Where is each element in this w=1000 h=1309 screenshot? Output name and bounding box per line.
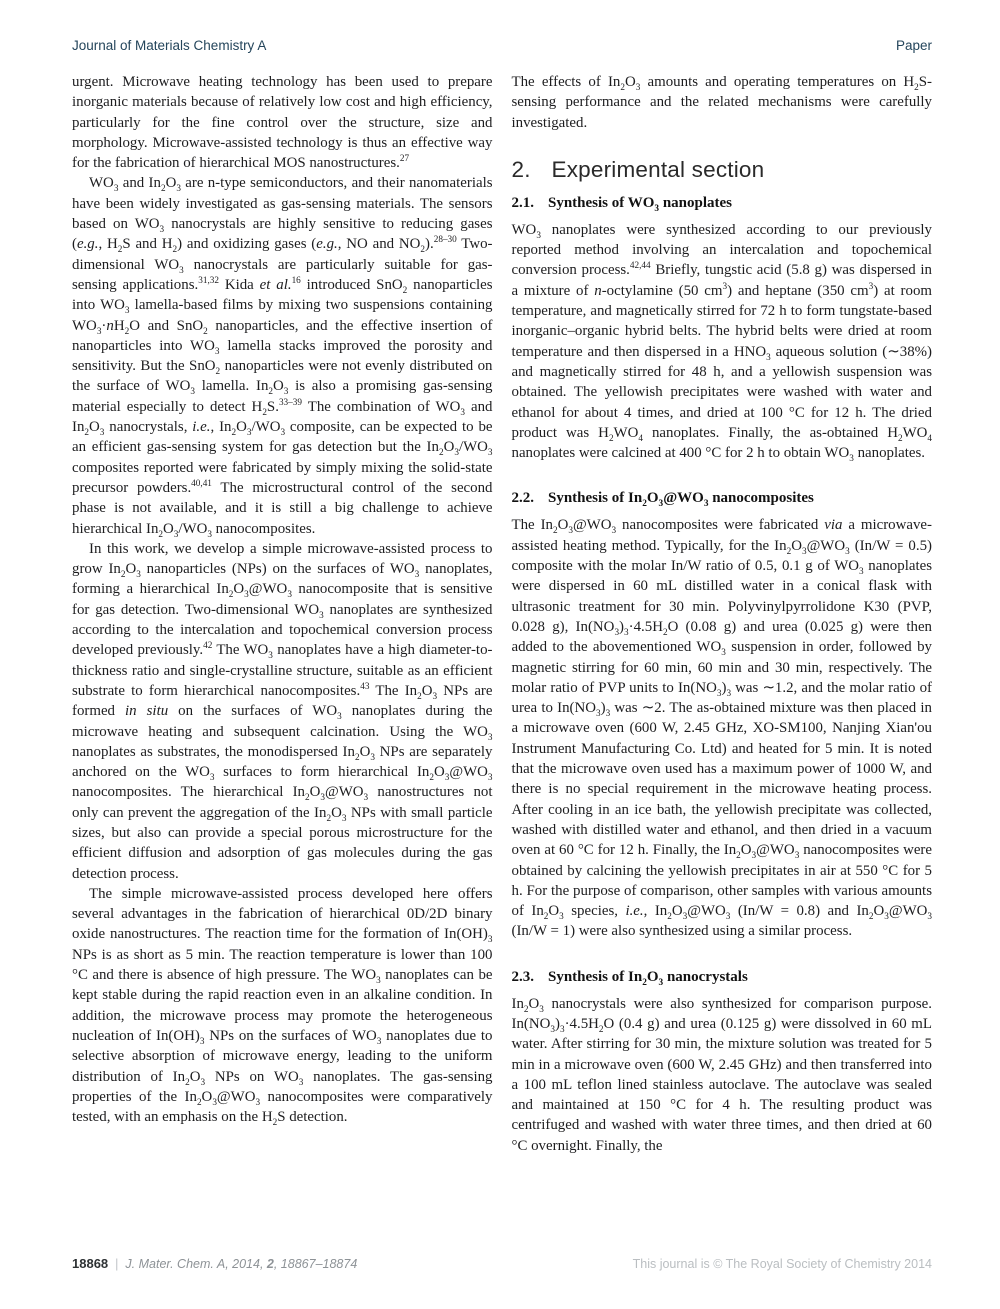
page-footer	[72, 1256, 932, 1271]
article-type-label: Paper	[895, 38, 932, 53]
subsection-number: 2.3.	[511, 968, 534, 985]
subsection-title: Synthesis of $WO_3$ nanoplates	[548, 194, 733, 214]
subsection-heading-2-3	[512, 969, 933, 986]
section-heading-experimental	[512, 157, 933, 183]
subsection-title: Synthesis of $In_2O_3@WO_3$ nanocomposites	[548, 490, 814, 510]
citation-text: J. Mater. Chem. A, 2014, 2, 18867–18874	[125, 1257, 358, 1271]
paragraph: The $In_2O_3@WO_3$ nanocomposites were fabricated via a microwave-assisted heating method. Typically, for the $In_2O_3@WO_3$ (In/W = 0.5) composite with the molar In/W ratio of 0.5, 0.1 g of $WO_3$ nanoplates were dispersed in 60 mL distilled water in a conical flask with ultrasonic treatment for 30 min. Polyvinylpyrrolidone K30 (PVP, 0.028 g), $In(NO_3)_3\cdot 4.5H_2O$ (0.08 g) and urea (0.025 g) were then added to the abovementioned $WO_3$ suspension in order, followed by magnetic stirring for 60 min, 60 min and 30 min, respectively. The molar ratio of PVP units to $In(NO_3)_3$ was ∼1.2, and the molar ratio of urea to $In(NO_3)_3$ was ∼2. The as-obtained mixture was then placed in a microwave oven (600 W, 2.45 GHz, XO-SM100, Nanjing Xian'ou Instrument Manufacturing Co. Ltd) and heated for 5 min. It is noted that the microwave oven used has a maximum power of 1000 W, and there is no special requirement in the microwave heating process. After cooling in an ice bath, the yellowish precipitate was collected, washed with distilled water and ethanol, and then dried in a vacuum oven at 60 °C for 12 h. Finally, the $In_2O_3@WO_3$ nanocomposites were obtained by calcining the yellowish precipitates in air at 550 °C for 5 h. For the purpose of comparison, other samples with various amounts of $In_2O_3$ species, i.e., $In_2O_3@WO_3$ (In/W = 0.8) and $In_2O_3@WO_3$ (In/W = 1) were also synthesized using a similar process.	[511, 517, 933, 940]
paragraph: $In_2O_3$ nanocrystals were also synthesized for comparison purpose. $In(NO_3)_3\cdot 4.5H_2O$ (0.4 g) and urea (0.125 g) were dissolved in 60 mL water. After stirring for 30 min, the mixture solution was treated for 5 min in a microwave oven (600 W, 2.45 GHz) and then transferred into a 100 mL teflon lined stainless autoclave. The autoclave was sealed and maintained at 150 °C for 4 h. The resulting product was centrifuged and washed with water three times, and then dried at 60 °C overnight. Finally, the	[511, 995, 932, 1154]
footer-separator: |	[115, 1257, 119, 1271]
page-header	[72, 38, 932, 53]
paragraph: The simple microwave-assisted process developed here offers several advantages in the fabrication of hierarchical 0D/2D binary oxide nanostructures. The reaction time for the formation of $In(OH)_3$ NPs is as short as 5 min. The reaction temperature is lower than 100 °C and there is absence of high pressure. The $WO_3$ nanoplates can be kept stable during the rapid reaction even in an alkaline condition. In addition, the microwave process may promote the heterogeneous nucleation of $In(OH)_3$ NPs on the surfaces of $WO_3$ nanoplates due to selective absorption of microwave energy, leading to the uniform distribution of $In_2O_3$ NPs on $WO_3$ nanoplates. The gas-sensing properties of the $In_2O_3@WO_3$ nanocomposites were comparatively tested, with an emphasis on the $H_2S$ detection.	[72, 885, 493, 1128]
paragraph: In this work, we develop a simple microwave-assisted process to grow $In_2O_3$ nanoparticles (NPs) on the surfaces of $WO_3$ nanoplates, forming a hierarchical $In_2O_3@WO_3$ nanocomposite that is sensitive for gas detection. Two-dimensional $WO_3$ nanoplates are synthesized according to the intercalation and topochemical conversion process developed previously.$^{42}$ The $WO_3$ nanoplates have a high diameter-to-thickness ratio and single-crystalline structure, suitable as an efficient substrate to form hierarchical nanocomposites.$^{43}$ The $In_2O_3$ NPs are formed in situ on the surfaces of $WO_3$ nanoplates during the microwave heating and subsequent calcination. Using the $WO_3$ nanoplates as substrates, the monodispersed $In_2O_3$ NPs are separately anchored on the $WO_3$ surfaces to form hierarchical $In_2O_3@WO_3$ nanocomposites. The hierarchical $In_2O_3@WO_3$ nanostructures not only can prevent the aggregation of the $In_2O_3$ NPs with small particle sizes, but also can provide a special porous microstructure for the efficient diffusion and adsorption of gas molecules during the gas detection process.	[72, 540, 493, 882]
footer-citation	[72, 1256, 357, 1271]
page-number: 18868	[72, 1256, 109, 1271]
copyright-notice: This journal is © The Royal Society of Chemistry 2014	[632, 1257, 932, 1271]
section-title: Experimental section	[551, 156, 765, 182]
paragraph: urgent. Microwave heating technology has been used to prepare inorganic materials because of relatively low cost and high efficiency, particularly for the fine control over the structure, size and morphology. Microwave-assisted technology is thus an effective way for the fabrication of hierarchical MOS nanostructures.$^{27}$	[72, 74, 493, 172]
subsection-number: 2.1.	[511, 194, 534, 211]
paragraph: $WO_3$ nanoplates were synthesized according to our previously reported method involving an intercalation and topochemical conversion process.$^{42,44}$ Briefly, tungstic acid (5.8 g) was dispersed in a mixture of n-octylamine (50 $cm^3$) and heptane (350 $cm^3$) at room temperature, and magnetically stirred for 72 h to form tungstate-based inorganic–organic hybrid belts. The hybrid belts were dried at room temperature and then dispersed in a $HNO_3$ aqueous solution (∼38%) and magnetically stirred for 48 h, and a yellowish suspension was obtained. The yellowish precipitates were washed with water and ethanol for about 4 times, and dried at 100 °C for 12 h. The dried product was $H_2WO_4$ nanoplates. Finally, the as-obtained $H_2WO_4$ nanoplates were calcined at 400 °C for 2 h to obtain $WO_3$ nanoplates.	[511, 221, 933, 464]
subsection-heading-2-2	[511, 490, 933, 510]
two-column-body	[72, 72, 932, 1156]
paragraph: The effects of $In_2O_3$ amounts and operating temperatures on $H_2S$-sensing performance and the related mechanisms were carefully investigated.	[511, 74, 932, 131]
subsection-number: 2.2.	[511, 490, 534, 507]
left-column	[72, 72, 493, 1156]
right-column	[512, 72, 933, 1156]
subsection-title: Synthesis of $In_2O_3$ nanocrystals	[548, 968, 748, 988]
section-number: 2.	[511, 156, 531, 182]
paragraph: $WO_3$ and $In_2O_3$ are n-type semiconductors, and their nanomaterials have been widely investigated as gas-sensing materials. The sensors based on $WO_3$ nanocrystals are highly sensitive to reducing gases (e.g., $H_2S$ and $H_2$) and oxidizing gases (e.g., NO and $NO_2).^{28-30}$ Two-dimensional $WO_3$ nanocrystals are particularly suitable for gas-sensing applications.$^{31,32}$ Kida et al.$^{16}$ introduced SnO$_2$ nanoparticles into $WO_3$ lamella-based films by mixing two suspensions containing $WO_3\cdot nH_2O$ and SnO$_2$ nanoparticles, and the effective insertion of nanoparticles into $WO_3$ lamella stacks improved the porosity and sensitivity. But the SnO$_2$ nanoparticles were not evenly distributed on the surface of $WO_3$ lamella. $In_2O_3$ is also a promising gas-sensing material especially to detect $H_2S.^{33-39}$ The combination of $WO_3$ and $In_2O_3$ nanocrystals, i.e., $In_2O_3/WO_3$ composite, can be expected to be an efficient gas-sensing system for gas detection but the $In_2O_3/WO_3$ composites reported were fabricated by simply mixing the solid-state precursor powders.$^{40,41}$ The microstructural control of the second phase is not available, and it is still a big challenge to achieve hierarchical $In_2O_3/WO_3$ nanocomposites.	[72, 175, 493, 539]
journal-title: Journal of Materials Chemistry A	[72, 38, 267, 53]
subsection-heading-2-1	[512, 195, 933, 212]
